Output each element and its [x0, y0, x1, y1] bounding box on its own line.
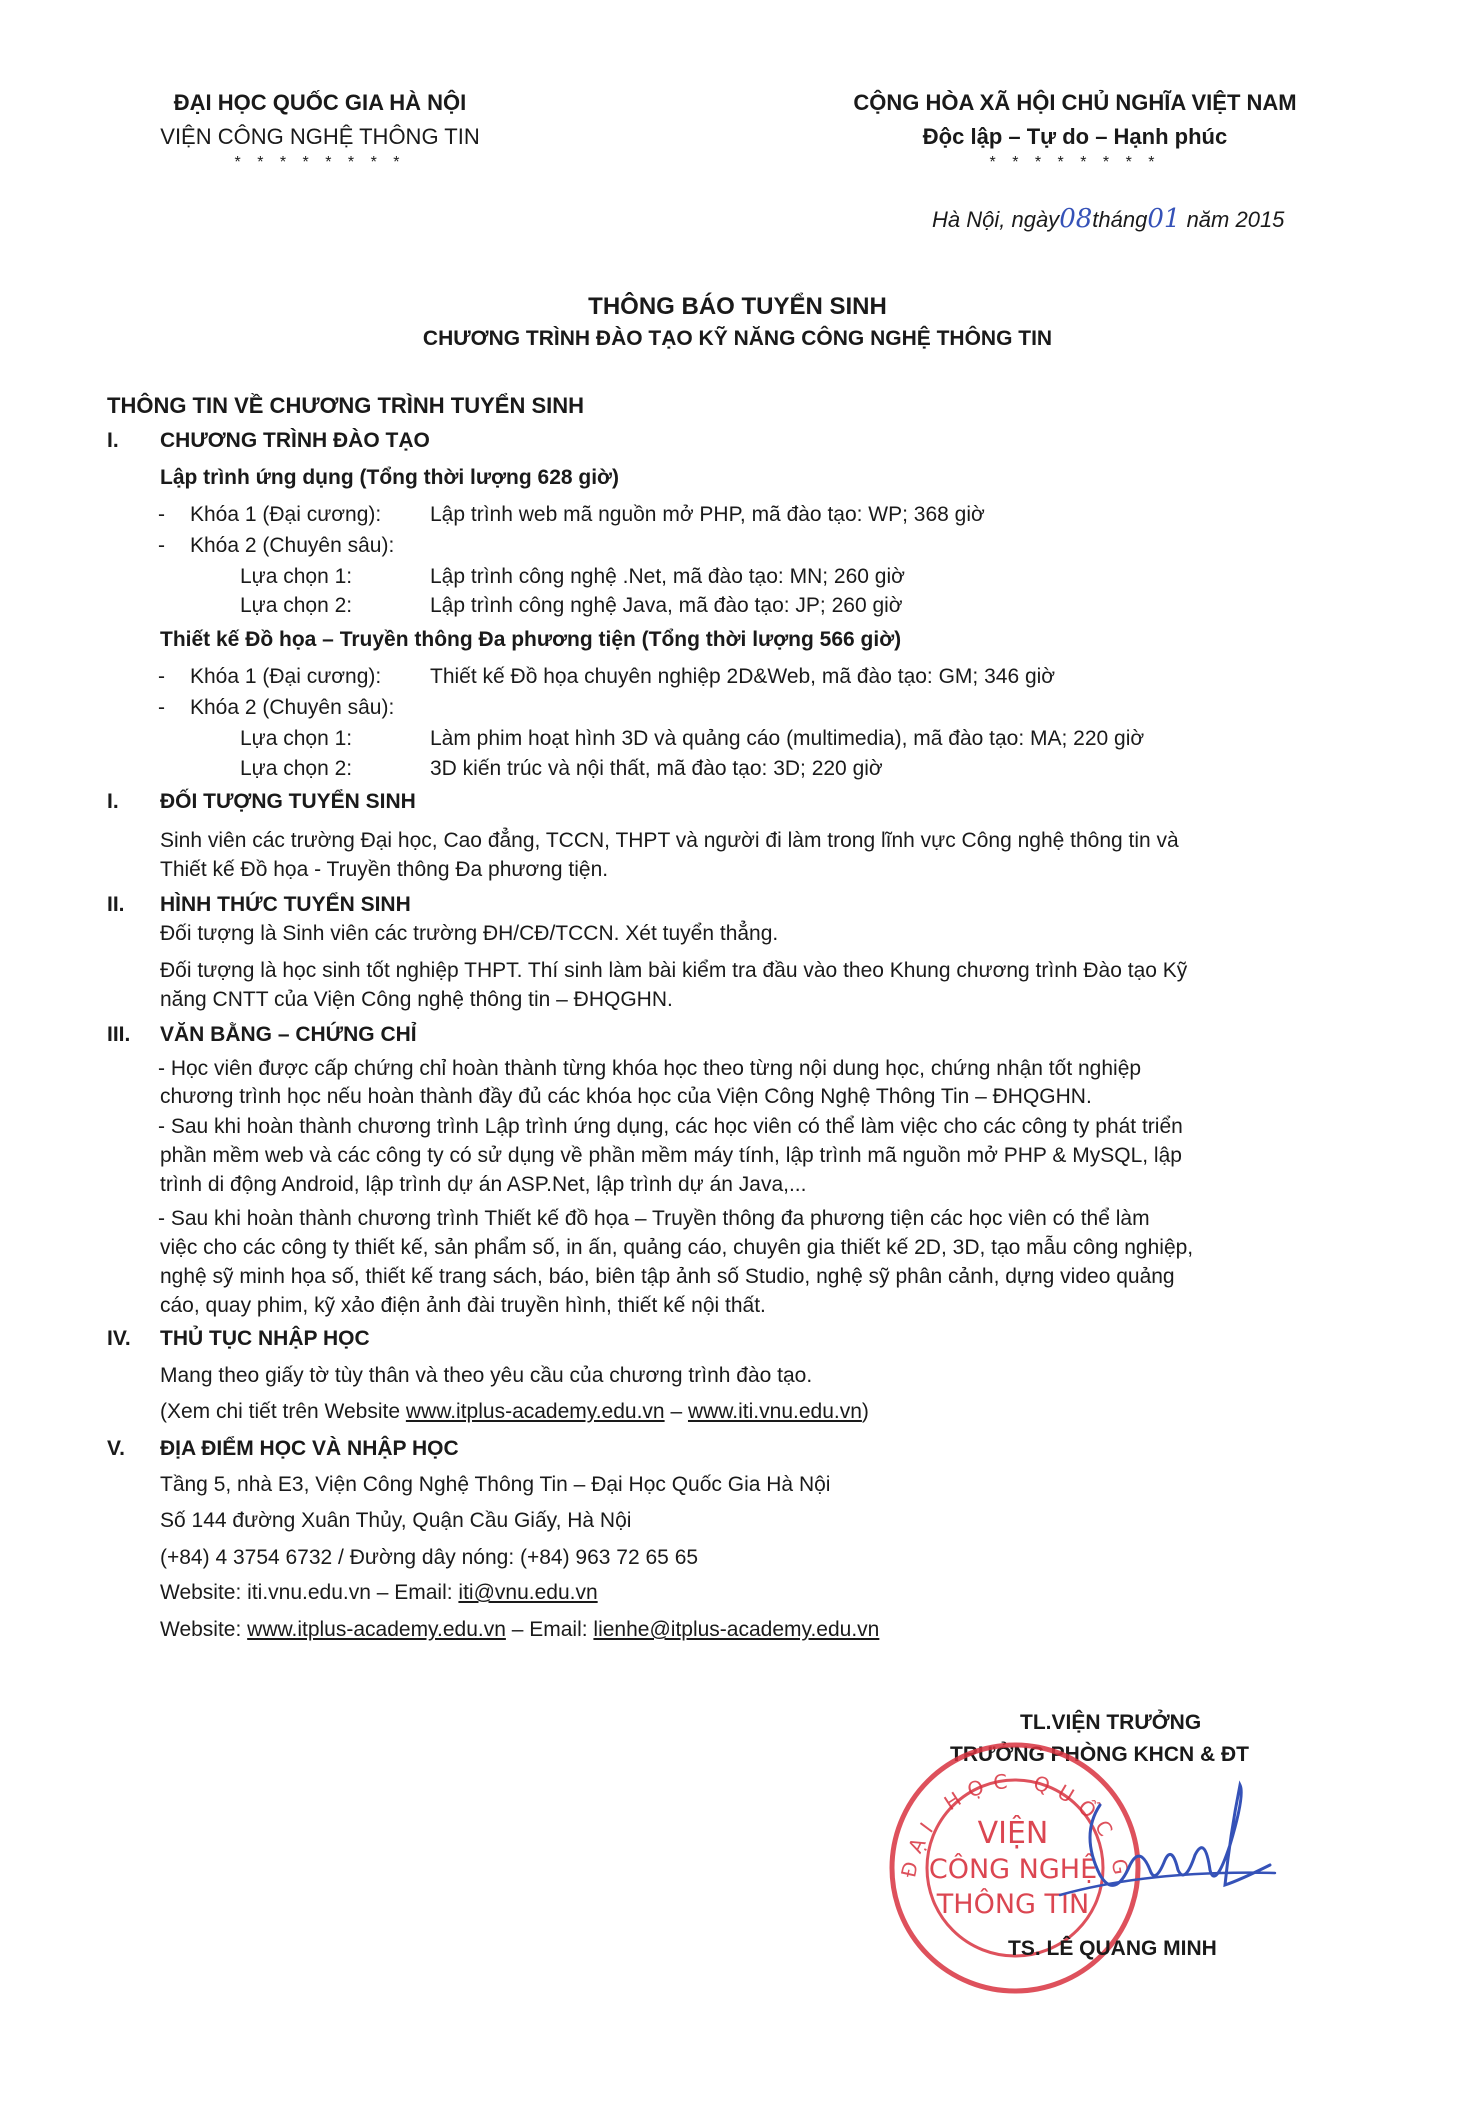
section1-number: I.	[107, 429, 119, 452]
dash: -	[158, 665, 165, 688]
header-right-stars: * * * * * * * *	[989, 154, 1161, 171]
section3-line: Đối tượng là Sinh viên các trường ĐH/CĐ/TCCN. Xét tuyển thẳng.	[160, 922, 779, 945]
header-left	[100, 86, 540, 172]
link-iti[interactable]: www.iti.vnu.edu.vn	[687, 1400, 862, 1423]
date-month: 01	[1147, 204, 1181, 234]
program2-course2-label: Khóa 2 (Chuyên sâu):	[190, 696, 395, 719]
date-day: 08	[1059, 204, 1093, 234]
section2-number: I.	[107, 790, 119, 813]
section4-line: trình di động Android, lập trình dự án ASP.Net, lập trình dự án Java,...	[160, 1173, 807, 1196]
text-fragment: – Email:	[505, 1618, 594, 1641]
section5-title: THỦ TỤC NHẬP HỌC	[160, 1327, 370, 1350]
program2-title: Thiết kế Đồ họa – Truyền thông Đa phương tiện (Tổng thời lượng 566 giờ)	[160, 628, 902, 651]
program2-option1-label: Lựa chọn 1:	[240, 727, 353, 750]
section4-number: III.	[107, 1023, 131, 1046]
section3-line: Đối tượng là học sinh tốt nghiệp THPT. Thí sinh làm bài kiểm tra đầu vào theo Khung chương trình Đào tạo Kỹ	[160, 959, 1188, 982]
date-month-word: tháng	[1092, 207, 1148, 232]
university-name: ĐẠI HỌC QUỐC GIA HÀ NỘI	[173, 90, 467, 115]
program1-option2-text: Lập trình công nghệ Java, mã đào tạo: JP; 260 giờ	[430, 594, 903, 617]
text-fragment: )	[861, 1400, 869, 1423]
program2-course1-text: Thiết kế Đồ họa chuyên nghiệp 2D&Web, mã đào tạo: GM; 346 giờ	[430, 665, 1056, 688]
section5-number: IV.	[107, 1327, 131, 1350]
intro-heading: THÔNG TIN VỀ CHƯƠNG TRÌNH TUYỂN SINH	[107, 393, 585, 418]
email-lienhe[interactable]: lienhe@itplus-academy.edu.vn	[593, 1618, 880, 1641]
section4-line: - Sau khi hoàn thành chương trình Lập trình ứng dụng, các học viên có thể làm việc cho các công ty phát triển	[158, 1115, 1183, 1138]
section2-line: Thiết kế Đồ họa - Truyền thông Đa phương tiện.	[160, 858, 609, 881]
program1-option1-text: Lập trình công nghệ .Net, mã đào tạo: MN; 260 giờ	[430, 565, 905, 588]
section4-line: việc cho các công ty thiết kế, sản phẩm số, in ấn, quảng cáo, chuyên gia thiết kế 2D, 3D, tạo mẫu công nghiệp,	[160, 1236, 1194, 1259]
institute-name: VIỆN CÔNG NGHỆ THÔNG TIN	[160, 124, 480, 149]
program1-course1-text: Lập trình web mã nguồn mở PHP, mã đào tạo: WP; 368 giờ	[430, 503, 985, 526]
website-line	[160, 1617, 879, 1643]
signature-title-1: TL.VIỆN TRƯỞNG	[1020, 1711, 1202, 1734]
text-fragment: Website:	[160, 1618, 248, 1641]
section3-line: năng CNTT của Viện Công nghệ thông tin – ĐHQGHN.	[160, 988, 673, 1011]
link-itplus-website[interactable]: www.itplus-academy.edu.vn	[247, 1618, 506, 1641]
program2-option2-label: Lựa chọn 2:	[240, 757, 353, 780]
signature-title-2: TRƯỞNG PHÒNG KHCN & ĐT	[950, 1743, 1249, 1766]
section5-line: Mang theo giấy tờ tùy thân và theo yêu cầu của chương trình đào tạo.	[160, 1364, 813, 1387]
email-iti[interactable]: iti@vnu.edu.vn	[458, 1581, 598, 1604]
section4-line: - Sau khi hoàn thành chương trình Thiết kế đồ họa – Truyền thông đa phương tiện các học viên có thể làm	[158, 1207, 1150, 1230]
section4-line: cáo, quay phim, kỹ xảo điện ảnh đài truyền hình, thiết kế nội thất.	[160, 1294, 766, 1317]
program2-option1-text: Làm phim hoạt hình 3D và quảng cáo (multimedia), mã đào tạo: MA; 220 giờ	[430, 727, 1145, 750]
page-title: THÔNG BÁO TUYỂN SINH	[588, 293, 887, 320]
section3-number: II.	[107, 893, 125, 916]
signer-name: TS. LÊ QUANG MINH	[1008, 1937, 1217, 1960]
date-year: năm 2015	[1186, 207, 1285, 232]
svg-text:VIỆN: VIỆN	[977, 1816, 1049, 1851]
date-prefix: Hà Nội, ngày	[932, 207, 1060, 232]
handwritten-signature	[1040, 1775, 1280, 1935]
program1-option2-label: Lựa chọn 2:	[240, 594, 353, 617]
document-date	[932, 204, 1284, 234]
text-fragment: –	[664, 1400, 688, 1423]
page-subtitle: CHƯƠNG TRÌNH ĐÀO TẠO KỸ NĂNG CÔNG NGHỆ THÔNG TIN	[422, 327, 1053, 350]
header-right	[790, 86, 1360, 172]
address-line: Số 144 đường Xuân Thủy, Quận Cầu Giấy, Hà Nội	[160, 1509, 632, 1532]
section4-line: chương trình học nếu hoàn thành đầy đủ các khóa học của Viện Công Nghệ Thông Tin – ĐHQGHN.	[160, 1085, 1092, 1108]
phone-line: (+84) 4 3754 6732 / Đường dây nóng: (+84) 963 72 65 65	[160, 1546, 699, 1569]
address-line: Tầng 5, nhà E3, Viện Công Nghệ Thông Tin – Đại Học Quốc Gia Hà Nội	[160, 1473, 831, 1496]
program2-course1-label: Khóa 1 (Đại cương):	[190, 665, 382, 688]
dash: -	[158, 696, 165, 719]
program2-option2-text: 3D kiến trúc và nội thất, mã đào tạo: 3D; 220 giờ	[430, 757, 883, 780]
website-line	[160, 1580, 598, 1606]
text-fragment: (Xem chi tiết trên Website	[160, 1400, 406, 1423]
text-fragment: Website: iti.vnu.edu.vn – Email:	[160, 1581, 459, 1604]
national-motto: CỘNG HÒA XÃ HỘI CHỦ NGHĨA VIỆT NAM	[853, 90, 1297, 115]
section4-line: phần mềm web và các công ty có sử dụng về phần mềm máy tính, lập trình mã nguồn mở PHP & MySQL, lập	[160, 1144, 1182, 1167]
svg-text:THÔNG TIN: THÔNG TIN	[936, 1889, 1090, 1920]
header-left-stars: * * * * * * * *	[234, 154, 406, 171]
section6-title: ĐỊA ĐIỂM HỌC VÀ NHẬP HỌC	[160, 1437, 459, 1460]
section6-number: V.	[107, 1437, 125, 1460]
section3-title: HÌNH THỨC TUYỂN SINH	[160, 893, 411, 916]
program1-option1-label: Lựa chọn 1:	[240, 565, 353, 588]
national-subtitle: Độc lập – Tự do – Hạnh phúc	[922, 124, 1228, 149]
program1-course1-label: Khóa 1 (Đại cương):	[190, 503, 382, 526]
svg-text:CÔNG NGHỆ: CÔNG NGHỆ	[928, 1854, 1098, 1885]
section2-title: ĐỐI TƯỢNG TUYỂN SINH	[160, 790, 416, 813]
link-itplus[interactable]: www.itplus-academy.edu.vn	[405, 1400, 665, 1423]
section5-line	[160, 1399, 869, 1425]
svg-text:ĐẠI HỌC QUỐC GIA HÀ NỘI: ĐẠI HỌC QUỐC G	[896, 1768, 1135, 1886]
section4-line: - Học viên được cấp chứng chỉ hoàn thành từng khóa học theo từng nội dung học, chứng nhận tốt nghiệp	[158, 1057, 1142, 1080]
section1-title: CHƯƠNG TRÌNH ĐÀO TẠO	[160, 429, 430, 452]
signature-scribble-icon	[1040, 1775, 1280, 1935]
section4-line: nghệ sỹ minh họa số, thiết kế trang sách, báo, biên tập ảnh số Studio, nghệ sỹ phân cảnh, dựng video quảng	[160, 1265, 1175, 1288]
dash: -	[158, 534, 165, 557]
program1-title: Lập trình ứng dụng (Tổng thời lượng 628 giờ)	[160, 466, 619, 489]
program1-course2-label: Khóa 2 (Chuyên sâu):	[190, 534, 395, 557]
section2-line: Sinh viên các trường Đại học, Cao đẳng, TCCN, THPT và người đi làm trong lĩnh vực Công nghệ thông tin và	[160, 829, 1179, 852]
section4-title: VĂN BẰNG – CHỨNG CHỈ	[160, 1023, 417, 1046]
dash: -	[158, 503, 165, 526]
